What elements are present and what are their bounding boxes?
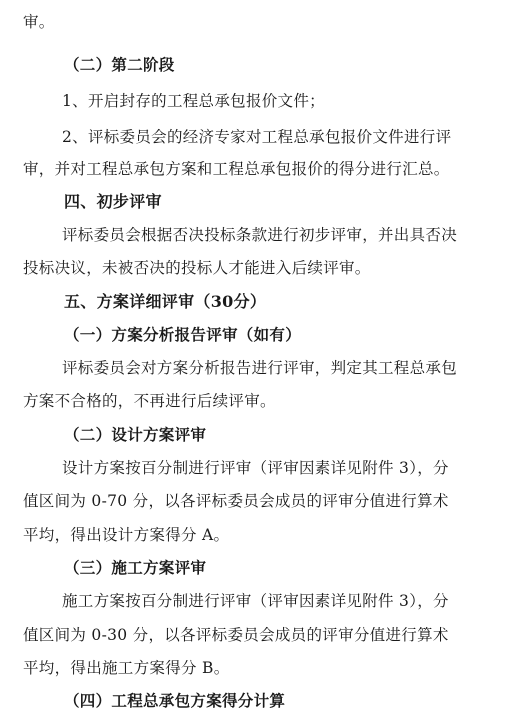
body-line: 评标委员会对方案分析报告进行评审，判定其工程总承包 [62, 359, 458, 377]
body-line: 值区间为 0-70 分，以各评标委员会成员的评审分值进行算术 [23, 492, 449, 510]
subheading-score-calculation: （四）工程总承包方案得分计算 [64, 691, 286, 710]
subheading-construction-review: （三）施工方案评审 [64, 558, 207, 577]
body-line: 平均，得出设计方案得分 A。 [23, 526, 230, 544]
body-line: 平均，得出施工方案得分 B。 [23, 659, 230, 677]
body-line: 方案不合格的，不再进行后续评审。 [23, 392, 276, 410]
subheading-stage-two: （二）第二阶段 [64, 55, 175, 74]
body-line: 值区间为 0-30 分，以各评标委员会成员的评审分值进行算术 [23, 626, 449, 644]
subheading-design-review: （二）设计方案评审 [64, 425, 207, 444]
body-line: 审。 [23, 13, 55, 31]
body-line: 设计方案按百分制进行评审（评审因素详见附件 3），分 [62, 459, 449, 477]
body-line: 评标委员会根据否决投标条款进行初步评审，并出具否决 [62, 226, 458, 244]
body-line: 审，并对工程总承包方案和工程总承包报价的得分进行汇总。 [23, 160, 450, 178]
body-line: 施工方案按百分制进行评审（评审因素详见附件 3），分 [62, 592, 449, 610]
heading-preliminary-review: 四、初步评审 [64, 192, 162, 211]
subheading-analysis-report: （一）方案分析报告评审（如有） [64, 325, 302, 344]
heading-detailed-review: 五、方案详细评审（30分） [64, 292, 267, 311]
body-line: 2、评标委员会的经济专家对工程总承包报价文件进行评 [62, 128, 452, 146]
body-line: 投标决议，未被否决的投标人才能进入后续评审。 [23, 259, 371, 277]
body-line: 1、开启封存的工程总承包报价文件； [62, 92, 325, 110]
